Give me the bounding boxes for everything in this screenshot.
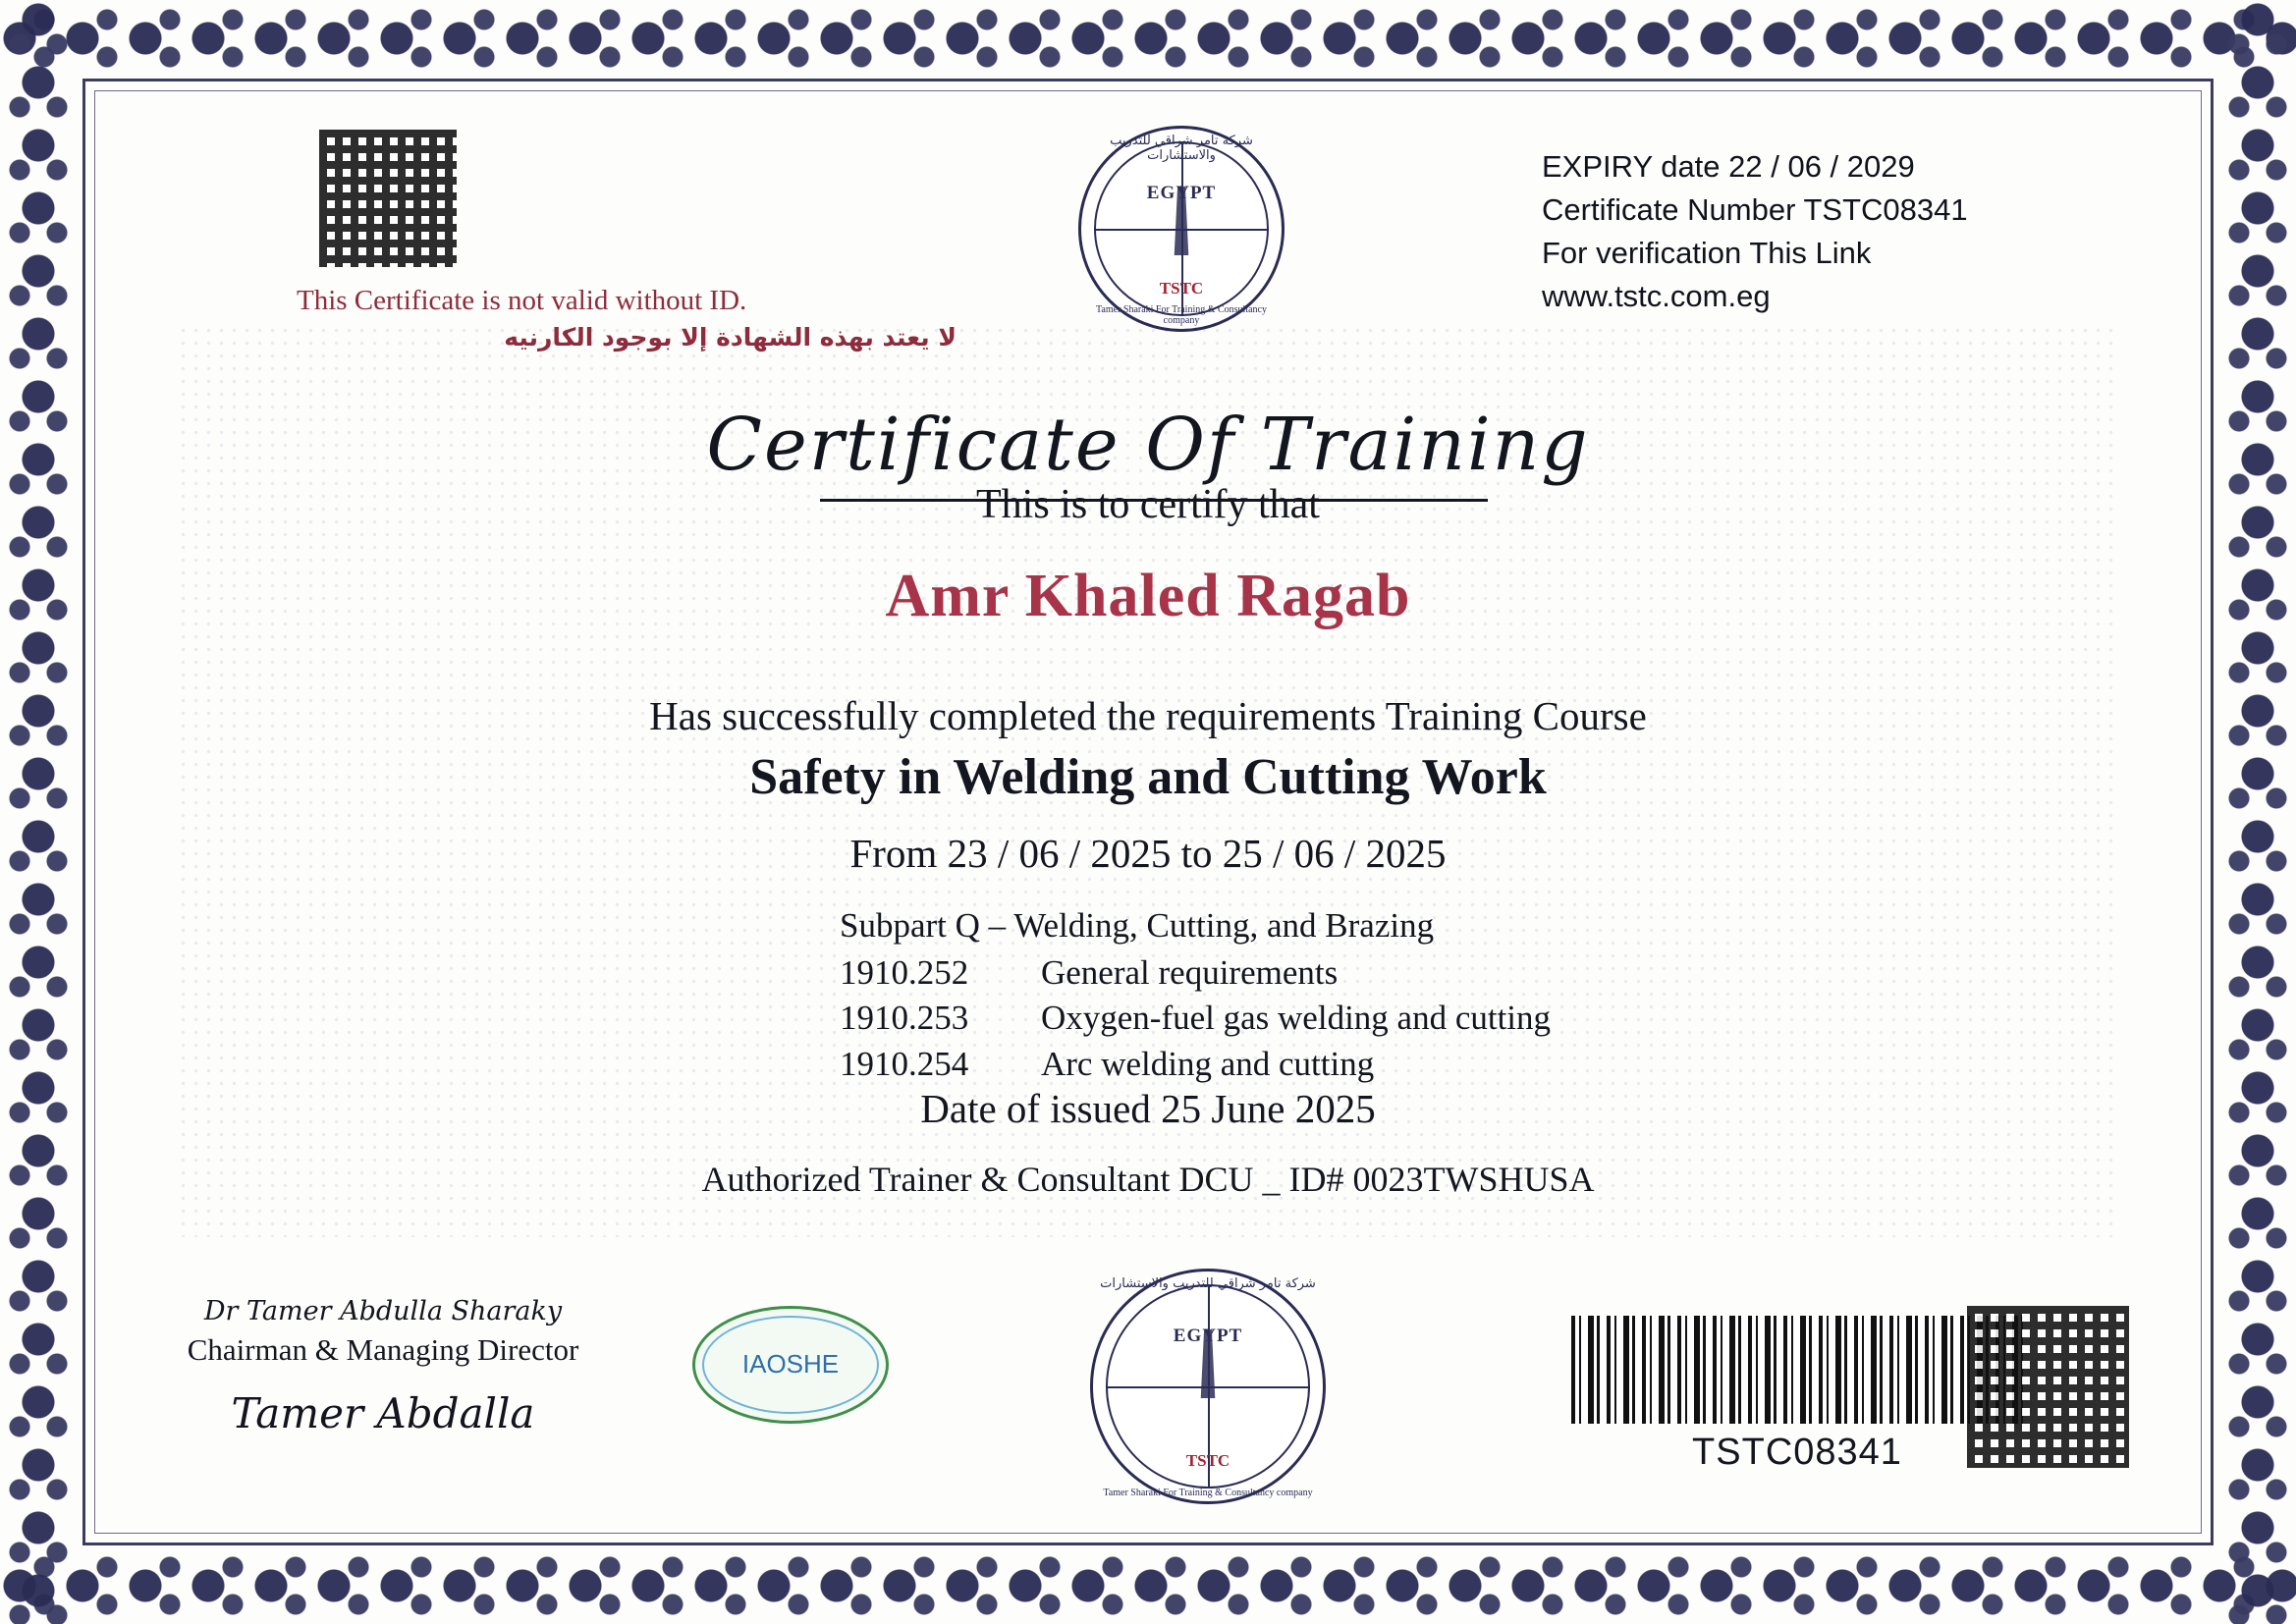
training-date-range: From 23 / 06 / 2025 to 25 / 06 / 2025 — [849, 831, 1447, 876]
qr-code-top-left — [319, 130, 457, 267]
module-code: 1910.252 — [840, 953, 969, 993]
expiry-date: EXPIRY date 22 / 06 / 2029 — [1542, 149, 1915, 184]
certificate-number: Certificate Number TSTC08341 — [1542, 192, 1968, 228]
page-title: Certificate Of Training — [706, 403, 1590, 487]
tstc-logo-bottom — [1090, 1269, 1326, 1504]
verification-link[interactable]: www.tstc.com.eg — [1542, 279, 1771, 314]
validity-notice-english: This Certificate is not valid without ID. — [297, 285, 747, 316]
signer-name: Dr Tamer Abdulla Sharaky — [203, 1296, 563, 1326]
qr-code-bottom-right — [1967, 1306, 2129, 1468]
module-row — [840, 1042, 1551, 1087]
module-heading: Subpart Q – Welding, Cutting, and Brazing — [840, 906, 1435, 945]
handwritten-signature: Tamer Abdalla — [231, 1389, 535, 1437]
logo-acronym-label: TSTC — [1185, 1451, 1230, 1470]
signature-block — [177, 1296, 589, 1437]
certify-line: This is to certify that — [976, 482, 1320, 527]
module-row — [840, 996, 1551, 1041]
course-title: Safety in Welding and Cutting Work — [749, 749, 1547, 805]
logo-arabic-arc-text: شركة تامر شراقي للتدريب والاستشارات — [1100, 1276, 1316, 1291]
logo-company-arc-text: Tamer Sharaki For Training & Consultancy company — [1103, 1488, 1313, 1498]
qr-code-pattern — [1967, 1306, 2129, 1468]
module-title: General requirements — [1041, 953, 1339, 993]
qr-code-pattern — [319, 130, 457, 267]
certificate-meta-block — [1542, 145, 1968, 318]
issue-date-line: Date of issued 25 June 2025 — [920, 1086, 1376, 1131]
authorized-trainer-line: Authorized Trainer & Consultant DCU _ ID# 0023TWSHUSA — [701, 1160, 1595, 1199]
module-title: Arc welding and cutting — [1041, 1044, 1375, 1083]
module-code: 1910.253 — [840, 999, 969, 1038]
logo-acronym-label: TSTC — [1159, 279, 1204, 298]
validity-notice — [297, 285, 984, 352]
seal-label: IAOSHE — [741, 1349, 840, 1379]
logo-country-label: EGYPT — [1146, 183, 1217, 203]
logo-company-arc-text: Tamer Sharaki For Training & Consultancy company — [1095, 304, 1267, 326]
barcode — [1571, 1316, 2023, 1424]
logo-arabic-arc-text: شركة تامر شراقي للتدريب والاستشارات — [1110, 134, 1253, 163]
module-list — [840, 903, 1551, 1087]
module-row — [840, 950, 1551, 996]
barcode-value: TSTC08341 — [1692, 1432, 1902, 1473]
validity-notice-arabic: لا يعتد بهذه الشهادة إلا بوجود الكارنيه — [504, 323, 957, 352]
module-code: 1910.254 — [840, 1044, 969, 1083]
completion-line: Has successfully completed the requirements Training Course — [649, 693, 1647, 738]
verification-label: For verification This Link — [1542, 236, 1872, 271]
module-title: Oxygen-fuel gas welding and cutting — [1041, 999, 1552, 1038]
logo-country-label: EGYPT — [1173, 1326, 1243, 1346]
iaoshe-accreditation-seal — [692, 1306, 889, 1424]
recipient-name: Amr Khaled Ragab — [885, 563, 1411, 629]
tstc-logo-top — [1078, 126, 1285, 332]
signer-role: Chairman & Managing Director — [187, 1332, 579, 1367]
